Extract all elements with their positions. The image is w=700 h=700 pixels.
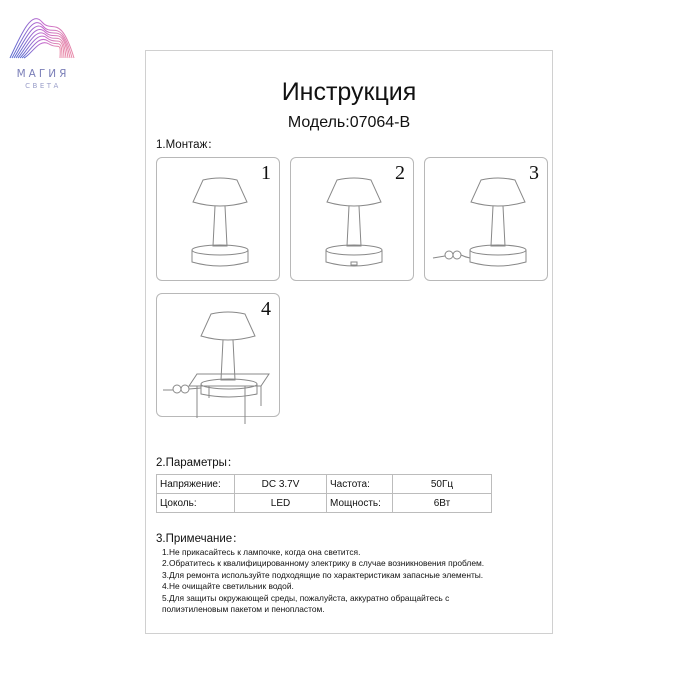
note-item: 3.Для ремонта используйте подходящие по характеристикам запасные элементы. bbox=[162, 569, 484, 580]
assembly-step-3 bbox=[424, 157, 548, 281]
assembly-step-2 bbox=[290, 157, 414, 281]
notes-list bbox=[162, 547, 484, 615]
note-item: 2.Обратитесь к квалифицированному электрику в случае возникновения проблем. bbox=[162, 558, 485, 569]
param-label: Мощность: bbox=[327, 494, 393, 513]
assembly-step-4 bbox=[156, 293, 280, 417]
brand-logo bbox=[2, 2, 82, 97]
param-label: Цоколь: bbox=[157, 494, 235, 513]
param-value: LED bbox=[235, 494, 327, 513]
brand-name: МАГИЯ bbox=[16, 68, 70, 80]
wave-logo-icon bbox=[2, 2, 82, 66]
section-params-heading: 2.Параметры： bbox=[156, 457, 239, 469]
param-value: 50Гц bbox=[393, 475, 492, 494]
table-row bbox=[157, 475, 492, 494]
param-label: Напряжение: bbox=[157, 475, 235, 494]
param-value: 6Вт bbox=[393, 494, 492, 513]
note-item: полиэтиленовым пакетом и пенопластом. bbox=[162, 604, 325, 615]
note-item: 4.Не очищайте светильник водой. bbox=[162, 581, 294, 592]
section-mount-heading: 1.Монтаж： bbox=[156, 139, 219, 151]
param-label: Частота: bbox=[327, 475, 393, 494]
step-number: 2 bbox=[395, 162, 405, 184]
assembly-step-1 bbox=[156, 157, 280, 281]
step-number: 3 bbox=[529, 162, 539, 184]
param-value: DC 3.7V bbox=[235, 475, 327, 494]
note-item: 5.Для защиты окружающей среды, пожалуйста, аккуратно обращайтесь с bbox=[162, 592, 450, 603]
step-number: 1 bbox=[261, 162, 271, 184]
step-number: 4 bbox=[261, 298, 271, 320]
parameters-table bbox=[156, 474, 492, 513]
model-number: Модель:07064-B bbox=[287, 114, 411, 131]
brand-subtitle: СВЕТА bbox=[25, 82, 61, 90]
table-row bbox=[157, 494, 492, 513]
instruction-sheet bbox=[145, 50, 553, 634]
section-notes-heading: 3.Примечание： bbox=[156, 533, 244, 545]
note-item: 1.Не прикасайтесь к лампочке, когда она светится. bbox=[162, 547, 361, 557]
page-title: Инструкция bbox=[281, 78, 417, 106]
